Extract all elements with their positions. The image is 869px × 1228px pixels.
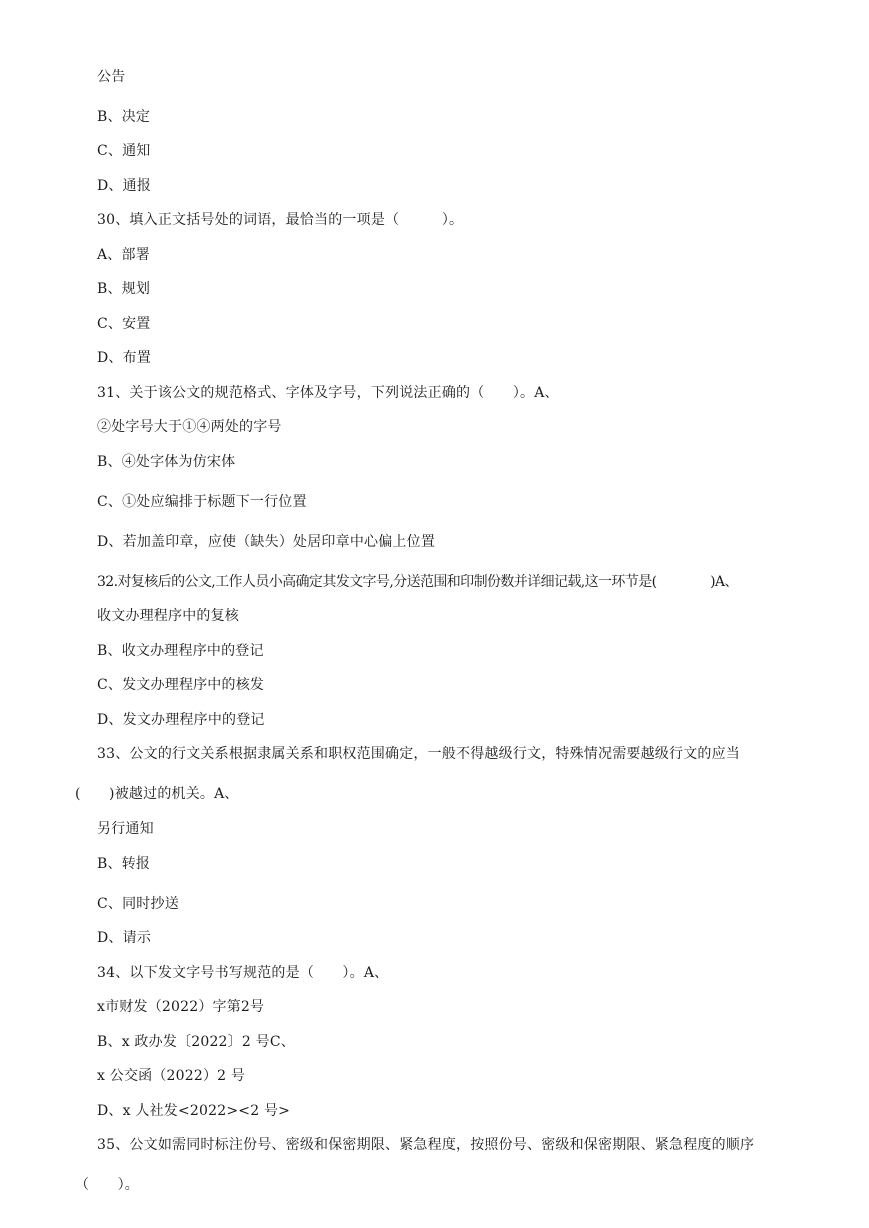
q30-option-b: B、规划 <box>97 281 151 297</box>
q34-option-a-text: x市财发（2022）字第2号 <box>97 999 265 1015</box>
question-35: 35、公文如需同时标注份号、密级和保密期限、紧急程度，按照份号、密级和保密期限、紧急程度的顺序 <box>97 1137 755 1153</box>
q32-option-b: B、收文办理程序中的登记 <box>97 643 264 659</box>
q33-option-b: B、转报 <box>97 856 151 872</box>
q33-option-d: D、请示 <box>97 930 152 946</box>
q31-option-a-text: ②处字号大于①④两处的字号 <box>97 419 282 435</box>
q34-option-b: B、x 政办发〔2022〕2 号C、 <box>97 1034 295 1050</box>
q29-option-d: D、通报 <box>97 178 152 194</box>
q30-option-a: A、部署 <box>97 247 150 263</box>
q32-option-c: C、发文办理程序中的核发 <box>97 677 265 693</box>
q29-option-c: C、通知 <box>97 143 151 159</box>
question-33-continuation: ( )被越过的机关。A、 <box>75 786 239 802</box>
question-30: 30、填入正文括号处的词语，最恰当的一项是（ ）。 <box>97 212 464 228</box>
q32-option-d: D、发文办理程序中的登记 <box>97 712 265 728</box>
q30-option-c: C、安置 <box>97 316 151 332</box>
question-33: 33、公文的行文关系根据隶属关系和职权范围确定，一般不得越级行文，特殊情况需要越级行文的应当 <box>97 746 741 762</box>
q30-option-d: D、布置 <box>97 350 152 366</box>
q34-option-d: D、x 人社发<2022><2 号> <box>97 1103 291 1119</box>
question-32: 32.对复核后的公文,工作人员小高确定其发文字号,分送范围和印制份数并详细记载,这一环节是( )A、 <box>97 574 738 590</box>
option-a-continuation: 公告 <box>97 69 126 85</box>
q32-option-a-text: 收文办理程序中的复核 <box>97 608 239 624</box>
q31-option-d: D、若加盖印章，应使（缺失）处居印章中心偏上位置 <box>97 534 436 550</box>
q33-option-a-text: 另行通知 <box>97 821 154 837</box>
q31-option-c: C、①处应编排于标题下一行位置 <box>97 494 307 510</box>
q29-option-b: B、决定 <box>97 109 151 125</box>
q31-option-b: B、④处字体为仿宋体 <box>97 454 236 470</box>
q33-option-c: C、同时抄送 <box>97 896 179 912</box>
question-35-continuation: （ ）。 <box>75 1177 139 1193</box>
question-31: 31、关于该公文的规范格式、字体及字号，下列说法正确的（ ）。A、 <box>97 385 559 401</box>
question-34: 34、以下发文字号书写规范的是（ ）。A、 <box>97 965 389 981</box>
q34-option-c-text: x 公交函（2022）2 号 <box>97 1068 246 1084</box>
